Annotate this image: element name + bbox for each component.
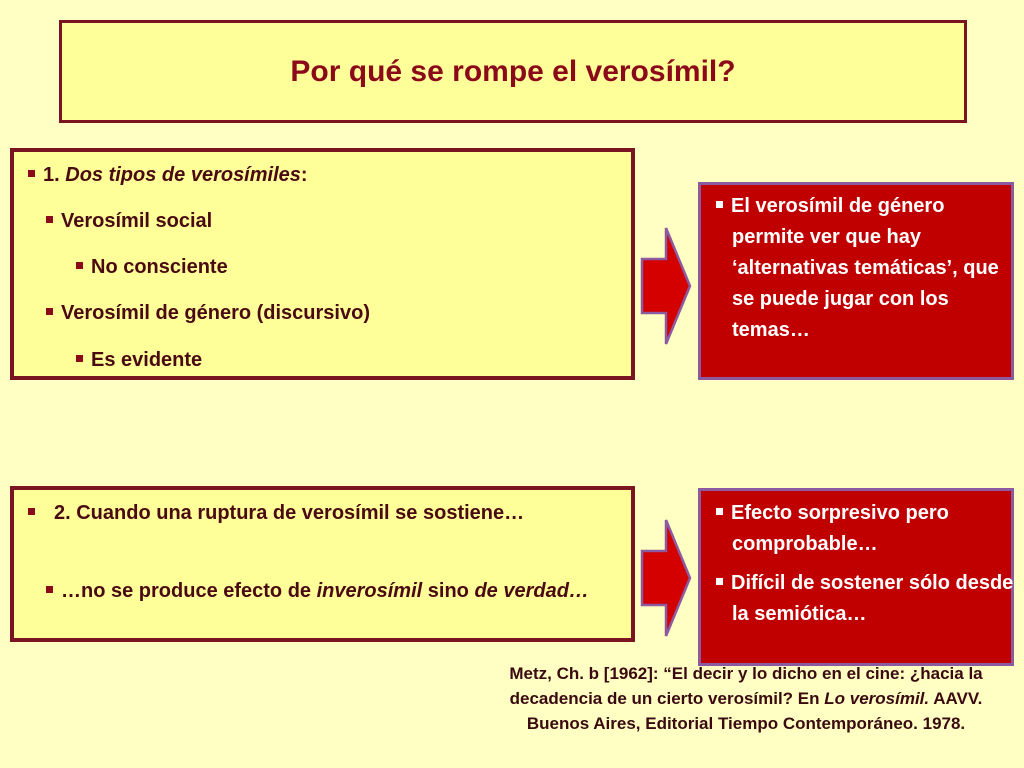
square-bullet-icon [76,262,83,269]
square-bullet-icon [28,508,35,515]
genre-verisimilitude-box [698,182,1014,380]
list-item: Efecto sorpresivo pero comprobable… [716,498,1014,560]
rupture-box [10,486,635,642]
types-box [10,148,635,380]
list-item: Es evidente [76,345,202,375]
title-box [59,20,967,123]
right-arrow-icon [640,226,692,346]
square-bullet-icon [716,578,723,585]
square-bullet-icon [28,170,35,177]
square-bullet-icon [76,355,83,362]
list-item: No consciente [76,252,228,282]
square-bullet-icon [46,308,53,315]
square-bullet-icon [46,586,53,593]
list-item: Difícil de sostener sólo desde la semiótica… [716,568,1014,630]
list-item: 1. Dos tipos de verosímiles: [28,160,308,190]
list-item: Verosímil de género (discursivo) [46,298,370,328]
list-item: 2. Cuando una ruptura de verosímil se sostiene… [28,498,574,529]
list-item: …no se produce efecto de inverosímil sino de verdad… [46,576,642,607]
square-bullet-icon [716,508,723,515]
effect-box [698,488,1014,666]
square-bullet-icon [46,216,53,223]
citation: Metz, Ch. b [1962]: “El decir y lo dicho en el cine: ¿hacia la decadencia de un cierto verosímil? En Lo verosímil. AAVV. Buenos Aires, Editorial Tiempo Contemporáneo. 1978. [509,664,983,733]
right-arrow-icon [640,518,692,638]
square-bullet-icon [716,201,723,208]
slide-title: Por qué se rompe el verosímil? [290,54,736,88]
list-item: Verosímil social [46,206,212,236]
list-item: El verosímil de género permite ver que hay ‘alternativas temáticas’, que se puede jugar con los temas… [716,191,1014,346]
